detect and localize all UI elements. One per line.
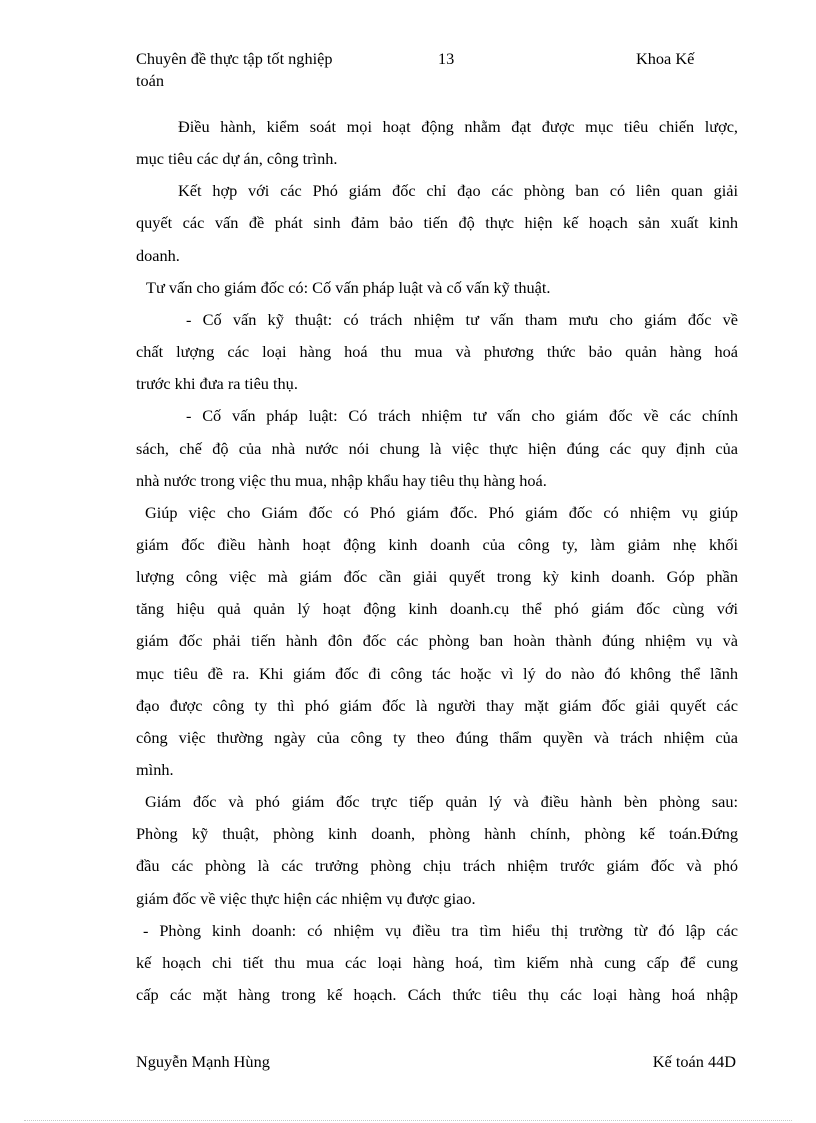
header-title-continued: toán: [136, 71, 165, 90]
header-title: Chuyên đề thực tập tốt nghiệp: [136, 49, 333, 68]
paragraph-line: Phòng kỹ thuật, phòng kinh doanh, phòng hành chính, phòng kế toán.Đứng: [136, 824, 738, 844]
paragraph-line: Giám đốc và phó giám đốc trực tiếp quản lý và điều hành bèn phòng sau:: [145, 792, 738, 812]
paragraph-line: mục tiêu đề ra. Khi giám đốc đi công tác hoặc vì lý do nào đó không thể lãnh: [136, 663, 738, 683]
paragraph-line: - Cố vấn kỹ thuật: có trách nhiệm tư vấn tham mưu cho giám đốc về: [186, 309, 738, 329]
paragraph-line: giám đốc phải tiến hành đôn đốc các phòng ban hoàn thành đúng nhiệm vụ và: [136, 631, 738, 651]
page-number: 13: [438, 49, 455, 68]
paragraph-line: giám đốc điều hành hoạt động kinh doanh của công ty, làm giảm nhẹ khối: [136, 534, 738, 554]
paragraph-line: công việc thường ngày của công ty theo đúng thẩm quyền và trách nhiệm của: [136, 727, 738, 747]
paragraph-line: Giúp việc cho Giám đốc có Phó giám đốc. Phó giám đốc có nhiệm vụ giúp: [145, 502, 738, 522]
paragraph-line: tăng hiệu quả quản lý hoạt động kinh doanh.cụ thể phó giám đốc cùng với: [136, 599, 738, 619]
footer-author: Nguyễn Mạnh Hùng: [136, 1052, 270, 1071]
paragraph-line: sách, chế độ của nhà nước nói chung là việc thực hiện đúng các quy định của: [136, 438, 738, 458]
header-department: Khoa Kế: [636, 49, 695, 68]
paragraph-line: Điều hành, kiểm soát mọi hoạt động nhằm đạt được mục tiêu chiến lược,: [178, 117, 738, 136]
paragraph-line: cấp các mặt hàng trong kế hoạch. Cách thức tiêu thụ các loại hàng hoá nhập: [136, 985, 738, 1005]
footer-class: Kế toán 44D: [652, 1052, 736, 1071]
paragraph-line: - Cố vấn pháp luật: Có trách nhiệm tư vấn cho giám đốc về các chính: [186, 406, 738, 426]
paragraph-line: đạo được công ty thì phó giám đốc là người thay mặt giám đốc giải quyết các: [136, 695, 738, 715]
paragraph-line: giám đốc về việc thực hiện các nhiệm vụ được giao.: [136, 888, 476, 908]
paragraph-line: quyết các vấn đề phát sinh đảm bảo tiến độ thực hiện kế hoạch sản xuất kinh: [136, 213, 738, 233]
paragraph-line: mục tiêu các dự án, công trình.: [136, 149, 338, 169]
paragraph-line: doanh.: [136, 245, 180, 265]
paragraph-line: đầu các phòng là các trưởng phòng chịu trách nhiệm trước giám đốc và phó: [136, 856, 738, 876]
paragraph-line: lượng công việc mà giám đốc cần giải quyết trong kỳ kinh doanh. Góp phần: [136, 567, 738, 587]
paragraph-line: - Phòng kinh doanh: có nhiệm vụ điều tra tìm hiểu thị trường từ đó lập các: [143, 920, 738, 940]
paragraph-line: nhà nước trong việc thu mua, nhập khẩu hay tiêu thụ hàng hoá.: [136, 470, 547, 490]
paragraph-line: trước khi đưa ra tiêu thụ.: [136, 374, 298, 394]
paragraph-line: chất lượng các loại hàng hoá thu mua và phương thức bảo quản hàng hoá: [136, 342, 738, 362]
paragraph-line: Kết hợp với các Phó giám đốc chỉ đạo các phòng ban có liên quan giải: [178, 181, 738, 201]
paragraph-line: Tư vấn cho giám đốc có: Cố vấn pháp luật và cố vấn kỹ thuật.: [146, 277, 551, 297]
paragraph-line: kế hoạch chi tiết thu mua các loại hàng hoá, tìm kiếm nhà cung cấp để cung: [136, 952, 738, 972]
page-boundary-divider: [24, 1120, 792, 1121]
paragraph-line: mình.: [136, 760, 174, 779]
